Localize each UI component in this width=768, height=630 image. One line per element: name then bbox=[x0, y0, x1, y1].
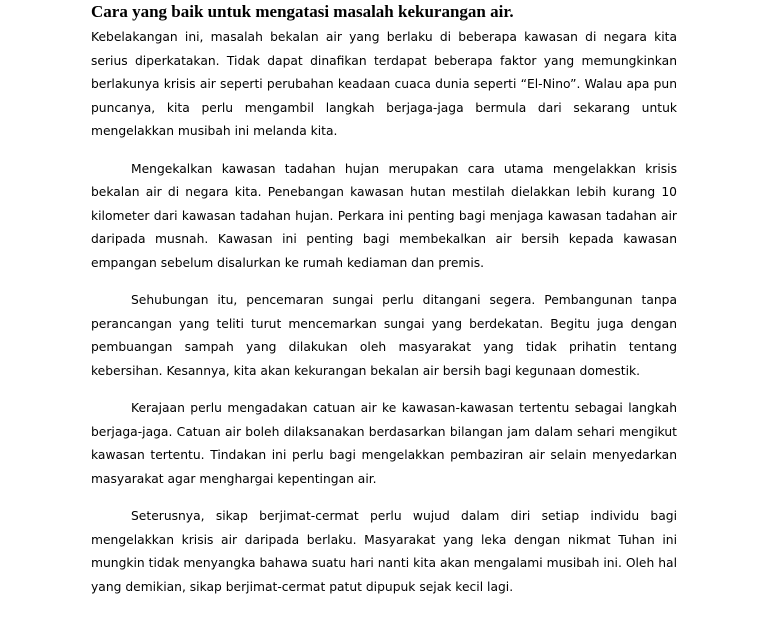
paragraph-thrift: Seterusnya, sikap berjimat-cermat perlu wujud dalam diri setiap individu bagi mengelakkan krisis air daripada berlaku. Masyarakat yang leka dengan nikmat Tuhan ini mungkin tidak menyangka bahawa suatu hari nanti kita akan mengalami musibah ini. Oleh hal yang demikian, sikap berjimat-cermat patut dipupuk sejak kecil lagi. bbox=[91, 509, 677, 594]
paragraph-river-pollution: Sehubungan itu, pencemaran sungai perlu ditangani segera. Pembangunan tanpa perancangan yang teliti turut mencemarkan sungai yang berdekatan. Begitu juga dengan pembuangan sampah yang dilakukan oleh masyarakat yang tidak prihatin tentang kebersihan. Kesannya, kita akan kekurangan bekalan air bersih bagi kegunaan domestik. bbox=[91, 293, 677, 378]
paragraph-intro: Kebelakangan ini, masalah bekalan air yang berlaku di beberapa kawasan di negara kita serius diperkatakan. Tidak dapat dinafikan terdapat beberapa faktor yang memungkinkan berlakunya krisis air seperti perubahan keadaan cuaca dunia seperti “El-Nino”. Walau apa pun puncanya, kita perlu mengambil langkah berjaga-jaga bermula dari sekarang untuk mengelakkan musibah ini melanda kita. bbox=[91, 30, 677, 138]
document-title: Cara yang baik untuk mengatasi masalah kekurangan air. bbox=[91, 2, 514, 21]
paragraph-water-rationing: Kerajaan perlu mengadakan catuan air ke kawasan-kawasan tertentu sebagai langkah berjaga-jaga. Catuan air boleh dilaksanakan berdasarkan bilangan jam dalam sehari mengikut kawasan tertentu. Tindakan ini perlu bagi mengelakkan pembaziran air selain menyedarkan masyarakat agar menghargai kepentingan air. bbox=[91, 401, 677, 486]
document-page bbox=[91, 0, 677, 613]
paragraph-catchment: Mengekalkan kawasan tadahan hujan merupakan cara utama mengelakkan krisis bekalan air di negara kita. Penebangan kawasan hutan mestilah dielakkan lebih kurang 10 kilometer dari kawasan tadahan hujan. Perkara ini penting bagi menjaga kawasan tadahan air daripada musnah. Kawasan ini penting bagi membekalkan air bersih kepada kawasan empangan sebelum disalurkan ke rumah kediaman dan premis. bbox=[91, 161, 677, 270]
